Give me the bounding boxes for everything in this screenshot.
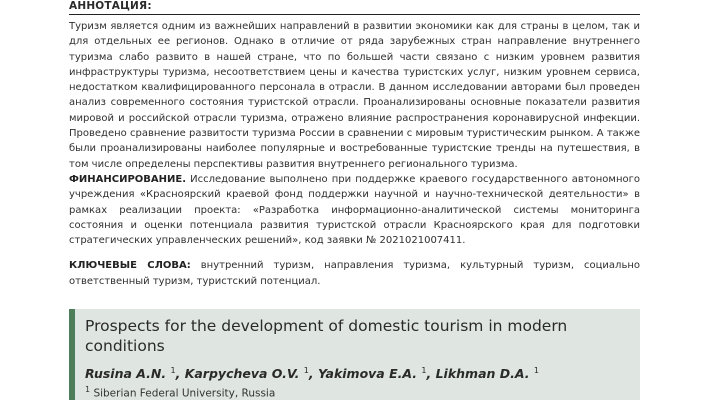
keywords-paragraph	[69, 258, 640, 289]
funding-text: Исследование выполнено при поддержке краевого государственного автономного учреждения «Красноярский краевой фонд поддержки научной и научно-технической деятельности» в рамках реализации проекта: «Разработка информационно-аналитической системы мониторинга состояния и оценки потенциала развития туристской отрасли Красноярского края для подготовки стратегических управленческих решений», код заявки № 2021021007411.	[69, 173, 640, 247]
english-title-block	[69, 309, 640, 400]
article-page	[69, 0, 640, 289]
author-affiliation-mark: 1	[533, 366, 539, 375]
keywords-label: КЛЮЧЕВЫЕ СЛОВА:	[69, 260, 191, 272]
abstract-text: Туризм является одним из важнейших направлений в развитии экономики как для страны в целом, так и для отдельных ее регионов. Однако в отличие от ряда зарубежных стран направление внутреннего туризма слабо развито в нашей стране, что по большей части связано с низким уровнем развития инфраструктуры туризма, несоответствием цены и качества туристских услуг, низким уровнем сервиса, недостатком квалифицированного персонала в отрасли. В данном исследовании авторами был проведен анализ современного состояния туристской отрасли. Проанализированы основные показатели развития мировой и российской отрасли туризма, отражено влияние распространения коронавирусной инфекции. Проведено сравнение развитости туризма России в сравнении с мировым туристическим рынком. А также были проанализированы наиболее популярные и востребованные туристские тренды на путешествия, в том числе определены перспективы развития внутреннего регионального туризма.	[69, 21, 640, 170]
abstract-heading: АННОТАЦИЯ:	[69, 0, 640, 15]
funding-label: ФИНАНСИРОВАНИЕ.	[69, 173, 187, 185]
author-list: Rusina A.N. $^1$, Karpycheva O.V. $^1$, Yakimova E.A. $^1$, Likhman D.A. $^1$	[85, 366, 539, 382]
english-title: Prospects for the development of domestic tourism in modern conditions	[85, 317, 568, 355]
affiliation-text: Siberian Federal University, Russia	[93, 387, 276, 400]
keywords-text: внутренний туризм, направления туризма, культурный туризм, социально ответственный туризм, туристский потенциал.	[69, 260, 640, 287]
author-name: Yakimova E.A.	[317, 366, 418, 382]
author-name: Likhman D.A.	[435, 366, 530, 382]
author-affiliation-mark: 1	[421, 366, 427, 375]
author-name: Rusina A.N.	[85, 366, 167, 382]
affiliation	[85, 383, 630, 401]
author-name: Karpycheva O.V.	[184, 366, 300, 382]
affiliation-mark: 1	[85, 385, 91, 395]
funding-paragraph	[69, 172, 640, 248]
author-affiliation-mark: 1	[170, 366, 176, 375]
author-affiliation-mark: 1	[303, 366, 309, 375]
